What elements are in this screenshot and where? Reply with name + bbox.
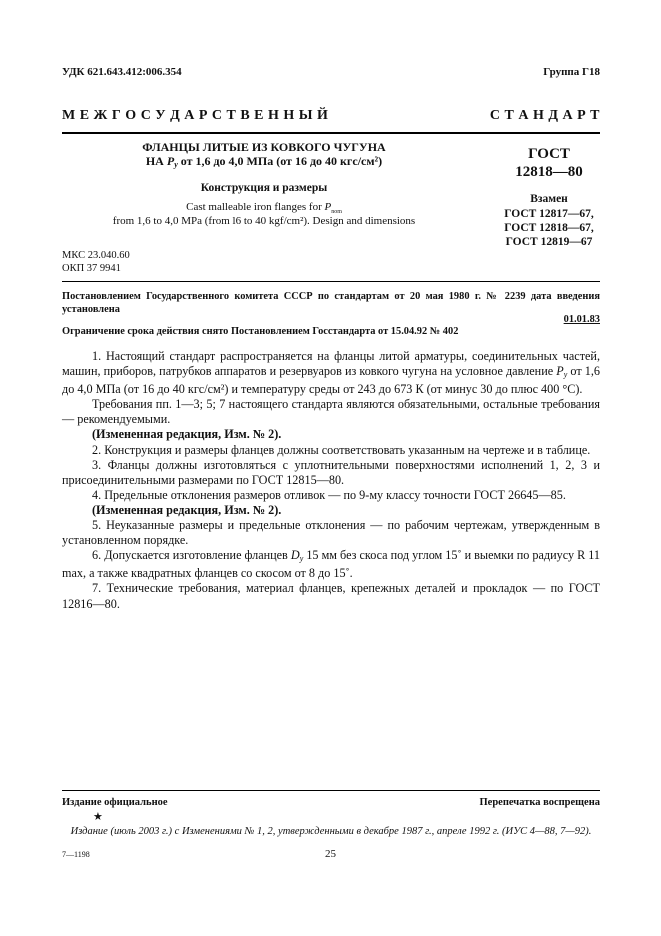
okp-code: ОКП 37 9941 xyxy=(62,263,121,274)
banner-interstate: М Е Ж Г О С У Д А Р С Т В Е Н Н Ы Й xyxy=(62,108,329,123)
gost-number: 12818—80 xyxy=(515,164,583,180)
paragraph-1 xyxy=(62,349,600,397)
paragraph-1-continuation: от 1,6 до 4,0 МПа (от 16 до 40 кгс/см²) и температуру среды от 243 до 673 К (от минус 30 до плюс 400 °С). xyxy=(62,364,601,397)
title-en-line2: from 1,6 to 4,0 MPa (from l6 to 40 kgf/cm²). Design and dimensions xyxy=(112,215,416,227)
paragraph-1-text: 1. Настоящий стандарт распространяется на фланцы литой арматуры, соединительных частей, машин, приборов, патрубков аппаратов и резервуаров из ковкого чугуна на условное давление xyxy=(62,349,600,379)
replaced-standard: ГОСТ 12818—67, xyxy=(504,222,594,234)
title-line2 xyxy=(62,154,466,169)
star-icon: ★ xyxy=(93,811,103,823)
udk-code: УДК 621.643.412:006.354 xyxy=(62,66,182,78)
title-prefix: НА xyxy=(145,154,164,168)
paragraph-8: 7. Технические требования, материал фланцев, крепежных деталей и прокладок — по ГОСТ 12816—80. xyxy=(62,581,600,611)
paragraph-4: 3. Фланцы должны изготовляться с уплотнительными поверхностями исполнений 1, 2, 3 и присоединительными размерами по ГОСТ 12815—80. xyxy=(62,457,600,487)
body-text xyxy=(62,349,600,612)
diameter-symbol: D xyxy=(290,548,300,563)
gost-label: ГОСТ xyxy=(528,146,570,162)
banner-standard: С Т А Н Д А Р Т xyxy=(489,108,600,123)
replaced-standard: ГОСТ 12817—67, xyxy=(504,208,594,220)
paragraph-6: 5. Неуказанные размеры и предельные отклонения — по рабочим чертежам, утвержденным в установленном порядке. xyxy=(62,518,600,548)
title-subtitle: Конструкция и размеры xyxy=(200,182,328,194)
paragraph-7-text: 6. Допускается изготовление фланцев xyxy=(92,548,288,563)
pressure-symbol: P xyxy=(556,364,564,379)
en-pressure-symbol: P xyxy=(324,201,332,213)
print-code: 7—1198 xyxy=(62,850,90,859)
pressure-subscript: y xyxy=(563,370,568,380)
paragraph-3: 2. Конструкция и размеры фланцев должны соответствовать указанным на чертеже и в таблице. xyxy=(92,442,591,457)
top-rule xyxy=(62,132,600,134)
diameter-subscript: y xyxy=(299,554,304,564)
title-line1: ФЛАНЦЫ ЛИТЫЕ ИЗ КОВКОГО ЧУГУНА xyxy=(142,140,386,154)
replaced-standard: ГОСТ 12819—67 xyxy=(505,236,593,248)
title-en-text: Cast malleable iron flanges for xyxy=(186,201,322,213)
replaces-label: Взамен xyxy=(530,193,568,205)
reprint-prohibited: Перепечатка воспрещена xyxy=(479,797,600,808)
paragraph-2: Требования пп. 1—3; 5; 7 настоящего стандарта являются обязательными, остальные требования — рекомендуемыми. xyxy=(62,397,600,427)
paragraph-7 xyxy=(62,548,600,581)
pressure-symbol: P xyxy=(166,154,175,168)
decree-text: Постановлением Государственного комитета СССР по стандартам от 20 мая 1980 г. № 2239 дата введения установлена xyxy=(62,291,600,315)
replaced-standards xyxy=(476,207,622,249)
effective-date: 01.01.83 xyxy=(563,314,600,325)
page-number: 25 xyxy=(325,848,336,860)
edition-note: Издание (июль 2003 г.) с Изменениями № 1, 2, утвержденными в декабре 1987 г., апреле 1992 г. (ИУС 4—88, 7—92). xyxy=(70,826,592,837)
paragraph-5: 4. Предельные отклонения размеров отливок — по 9-му классу точности ГОСТ 26645—85. xyxy=(92,487,566,502)
paragraph-7-continuation: 15 мм без скоса под углом 15˚ и выемки по радиусу R 11 max, а также квадратных фланцев со скосом от 8 до 15˚. xyxy=(62,548,601,581)
title-en-line1 xyxy=(62,201,466,215)
official-edition: Издание официальное xyxy=(62,797,168,808)
footer-rule xyxy=(62,790,600,791)
mks-code: МКС 23.040.60 xyxy=(62,250,130,261)
limit-removed-text: Ограничение срока действия снято Постановлением Госстандарта от 15.04.92 № 402 xyxy=(62,326,459,337)
en-pressure-subscript: nom xyxy=(331,209,342,215)
pressure-subscript: y xyxy=(174,160,178,169)
group-code: Группа Г18 xyxy=(543,66,600,78)
codes-rule xyxy=(62,281,600,282)
amendment-note: (Измененная редакция, Изм. № 2). xyxy=(92,502,282,517)
amendment-note: (Измененная редакция, Изм. № 2). xyxy=(92,427,282,442)
title-pressure-range: от 1,6 до 4,0 МПа (от 16 до 40 кгс/см²) xyxy=(180,154,383,168)
